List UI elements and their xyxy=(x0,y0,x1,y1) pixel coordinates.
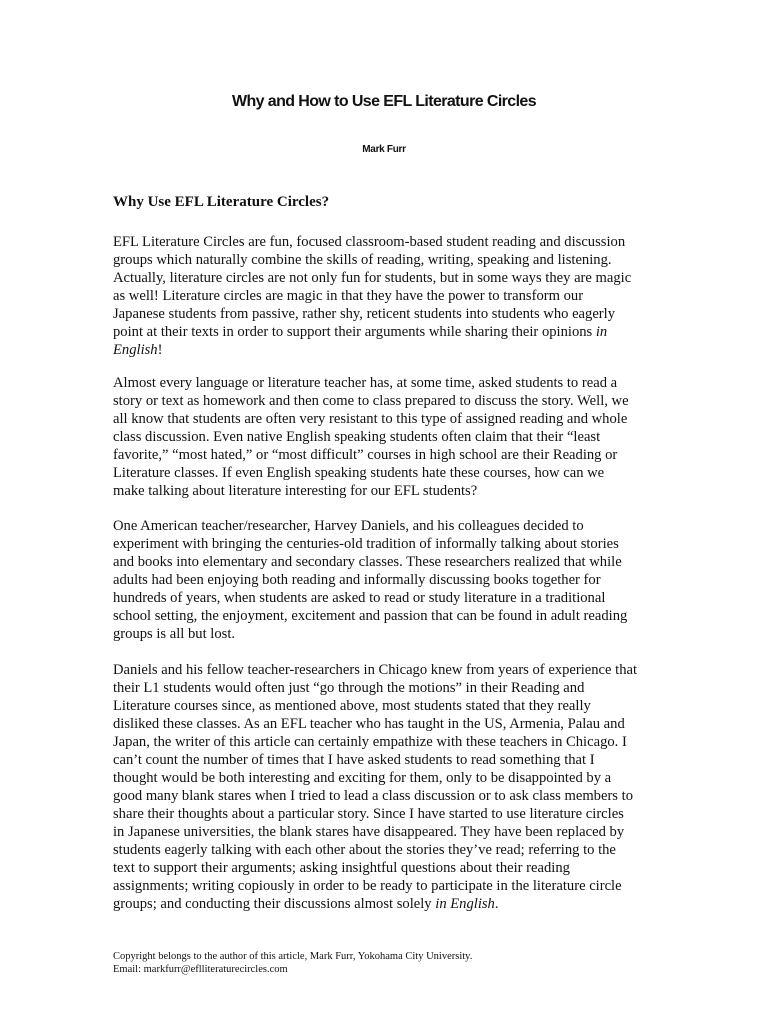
paragraph-line: make talking about literature interesting for our EFL students? xyxy=(113,483,478,499)
paragraph-line: Almost every language or literature teacher has, at some time, asked students to read a xyxy=(113,375,618,391)
paragraph-line: experiment with bringing the centuries-old tradition of informally talking about stories xyxy=(113,536,619,552)
paragraph-line: Actually, literature circles are not only fun for students, but in some ways they are magic xyxy=(113,270,632,286)
paragraph-line: Literature classes. If even English speaking students hate these courses, how can we xyxy=(113,465,605,481)
punctuation: . xyxy=(494,896,499,912)
paragraph-line: Japan, the writer of this article can certainly empathize with these teachers in Chicago. I xyxy=(113,734,627,750)
paragraph-line: EFL Literature Circles are fun, focused classroom-based student reading and discussion xyxy=(113,234,626,250)
paragraph-line-last xyxy=(113,341,659,359)
italic-text: in English xyxy=(435,896,495,912)
paragraph-line: Japanese students from passive, rather shy, reticent students into students who eagerly xyxy=(113,306,616,322)
paragraph-line: hundreds of years, when students are asked to read or study literature in a traditional xyxy=(113,590,606,606)
paragraph-line: in Japanese universities, the blank stares have disappeared. They have been replaced by xyxy=(113,824,625,840)
italic-text: English xyxy=(113,342,158,358)
author-name: Mark Furr xyxy=(362,144,406,155)
paragraph-4 xyxy=(113,661,659,913)
page-footer xyxy=(113,950,472,976)
paragraph-line: class discussion. Even native English speaking students often claim that their “least xyxy=(113,429,601,445)
paragraph-line: good many blank stares when I tried to lead a class discussion or to ask class members to xyxy=(113,788,633,804)
italic-text: in xyxy=(595,324,608,340)
paragraph-line: as well! Literature circles are magic in that they have the power to transform our xyxy=(113,288,584,304)
paragraph-line: and books into elementary and secondary classes. These researchers realized that while xyxy=(113,554,622,570)
paragraph-line: students eagerly talking with each other about the stories they’ve read; referring to the xyxy=(113,842,616,858)
paragraph-line: groups which naturally combine the skills of reading, writing, speaking and listening. xyxy=(113,252,612,268)
paragraph-line: text to support their arguments; asking insightful questions about their reading xyxy=(113,860,570,876)
paragraph-2 xyxy=(113,374,659,500)
contact-email: Email: markfurr@eflliteraturecircles.com xyxy=(113,964,288,975)
punctuation: ! xyxy=(157,342,163,358)
paragraph-line-with-italic xyxy=(113,323,659,341)
paragraph-line: Daniels and his fellow teacher-researchers in Chicago knew from years of experience that xyxy=(113,662,638,678)
section-heading: Why Use EFL Literature Circles? xyxy=(113,194,330,210)
paragraph-text: point at their texts in order to support their arguments while sharing their opinions xyxy=(113,324,593,340)
paragraph-line: thought would be both interesting and exciting for them, only to be disappointed by a xyxy=(113,770,612,786)
paragraph-line: school setting, the enjoyment, excitement and passion that can be found in adult reading xyxy=(113,608,628,624)
paragraph-3 xyxy=(113,517,659,643)
paragraph-line: share their thoughts about a particular story. Since I have started to use literature circles xyxy=(113,806,624,822)
paragraph-line: story or text as homework and then come to class prepared to discuss the story. Well, we xyxy=(113,393,629,409)
copyright-notice: Copyright belongs to the author of this article, Mark Furr, Yokohama City University. xyxy=(113,951,473,962)
paragraph-1 xyxy=(113,233,659,359)
paragraph-text: groups; and conducting their discussions almost solely xyxy=(113,896,432,912)
paragraph-line: their L1 students would often just “go through the motions” in their Reading and xyxy=(113,680,585,696)
paragraph-line: adults had been enjoying both reading and informally discussing books together for xyxy=(113,572,601,588)
paragraph-line: favorite,” “most hated,” or “most difficult” courses in high school are their Reading or xyxy=(113,447,618,463)
paragraph-line: can’t count the number of times that I have asked students to read something that I xyxy=(113,752,595,768)
paragraph-line-last xyxy=(113,895,659,913)
paragraph-line: Literature courses since, as mentioned above, most students stated that they really xyxy=(113,698,591,714)
paragraph-line: groups is all but lost. xyxy=(113,626,236,642)
paragraph-line: assignments; writing copiously in order to be ready to participate in the literature circle xyxy=(113,878,622,894)
paragraph-line: One American teacher/researcher, Harvey Daniels, and his colleagues decided to xyxy=(113,518,584,534)
paragraph-line: disliked these classes. As an EFL teacher who has taught in the US, Armenia, Palau and xyxy=(113,716,625,732)
document-title: Why and How to Use EFL Literature Circles xyxy=(231,93,537,110)
paragraph-line: all know that students are often very resistant to this type of assigned reading and whole xyxy=(113,411,628,427)
